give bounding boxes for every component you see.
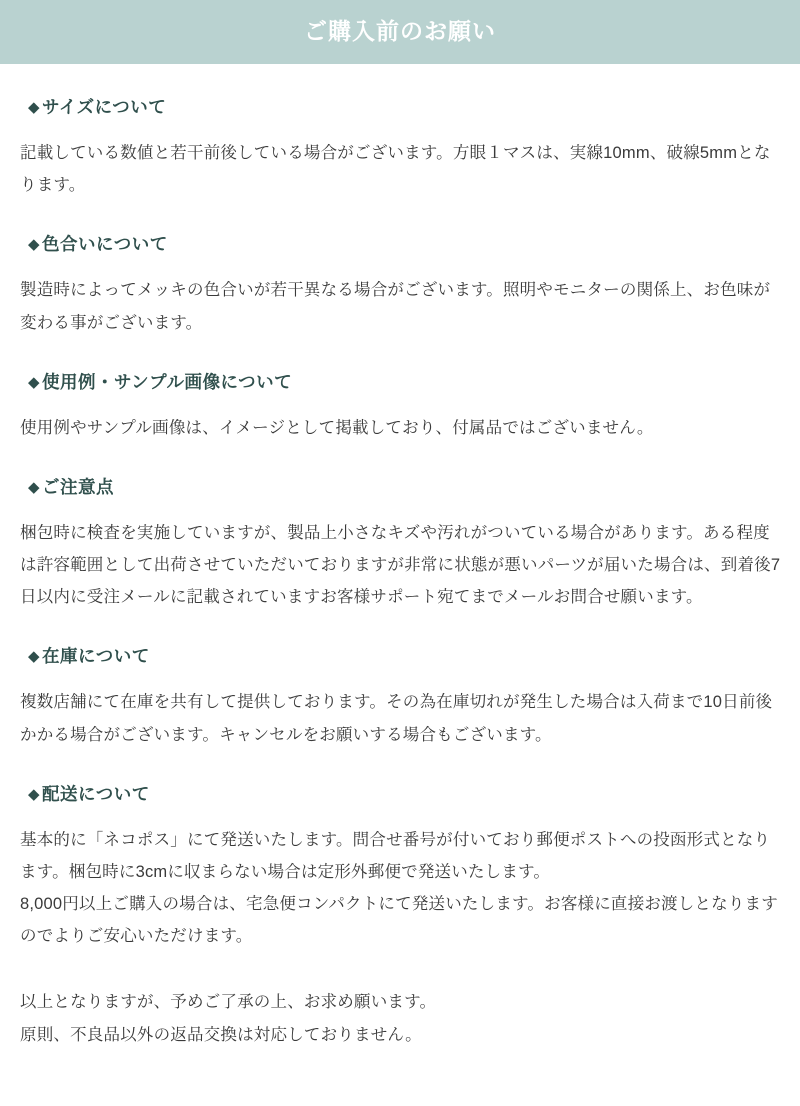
diamond-bullet-icon: ◆: [28, 478, 41, 496]
paragraph: 製造時によってメッキの色合いが若干異なる場合がございます。照明やモニターの関係上、お色味が変わる事がございます。: [20, 281, 771, 332]
section-heading: [28, 369, 782, 394]
section-color: [18, 231, 782, 338]
paragraph: 梱包時に検査を実施していますが、製品上小さなキズや汚れがついている場合があります。ある程度は許容範囲として出荷させていただいておりますが非常に状態が悪いパーツが届いた場合は、到着後7日以内に受注メールに記載されていますお客様サポート宛てまでメールお問合せ願います。: [20, 523, 781, 607]
section-heading: [28, 781, 782, 806]
page-title: ご購入前のお願い: [0, 0, 800, 64]
paragraph: 記載している数値と若干前後している場合がございます。方眼１マスは、実線10mm、破線5mmとなります。: [20, 144, 771, 195]
section-body: [20, 412, 782, 444]
section-heading-label: 配送について: [42, 783, 150, 804]
footer-line: 以上となりますが、予めご了承の上、お求め願います。: [20, 993, 437, 1012]
paragraph: 使用例やサンプル画像は、イメージとして掲載しており、付属品ではございません。: [20, 418, 654, 437]
section-heading-label: ご注意点: [42, 476, 115, 497]
footer-line: 原則、不良品以外の返品交換は対応しておりません。: [20, 1025, 422, 1044]
section-heading-label: 色合いについて: [42, 234, 168, 255]
diamond-bullet-icon: ◆: [28, 236, 41, 254]
section-body: [20, 137, 782, 201]
section-heading: [28, 643, 782, 668]
section-heading-label: 使用例・サンプル画像について: [42, 371, 293, 392]
footer-note: [20, 986, 782, 1050]
section-heading-label: サイズについて: [42, 97, 167, 117]
section-size: [18, 94, 782, 201]
diamond-bullet-icon: ◆: [28, 785, 41, 803]
section-heading: [28, 474, 782, 499]
paragraph: 8,000円以上ご購入の場合は、宅急便コンパクトにて発送いたします。お客様に直接お渡しとなりますのでよりご安心いただけます。: [20, 895, 778, 946]
section-sample-image: [18, 369, 782, 444]
section-stock: [18, 643, 782, 750]
diamond-bullet-icon: ◆: [28, 373, 41, 391]
diamond-bullet-icon: ◆: [28, 648, 41, 666]
notice-content: [0, 94, 800, 1061]
section-heading: [28, 231, 782, 256]
section-cautions: [18, 474, 782, 614]
paragraph: 複数店舗にて在庫を共有して提供しております。その為在庫切れが発生した場合は入荷まで10日前後かかる場合がございます。キャンセルをお願いする場合もございます。: [20, 693, 773, 744]
section-heading: [28, 94, 782, 119]
section-heading-label: 在庫について: [42, 646, 150, 667]
section-shipping: [18, 781, 782, 953]
section-body: [20, 274, 782, 338]
diamond-bullet-icon: ◆: [28, 99, 41, 116]
section-body: [20, 517, 782, 614]
paragraph: 基本的に「ネコポス」にて発送いたします。問合せ番号が付いており郵便ポストへの投函形式となります。梱包時に3cmに収まらない場合は定形外郵便で発送いたします。: [20, 830, 771, 881]
section-body: [20, 824, 782, 953]
section-body: [20, 686, 782, 750]
